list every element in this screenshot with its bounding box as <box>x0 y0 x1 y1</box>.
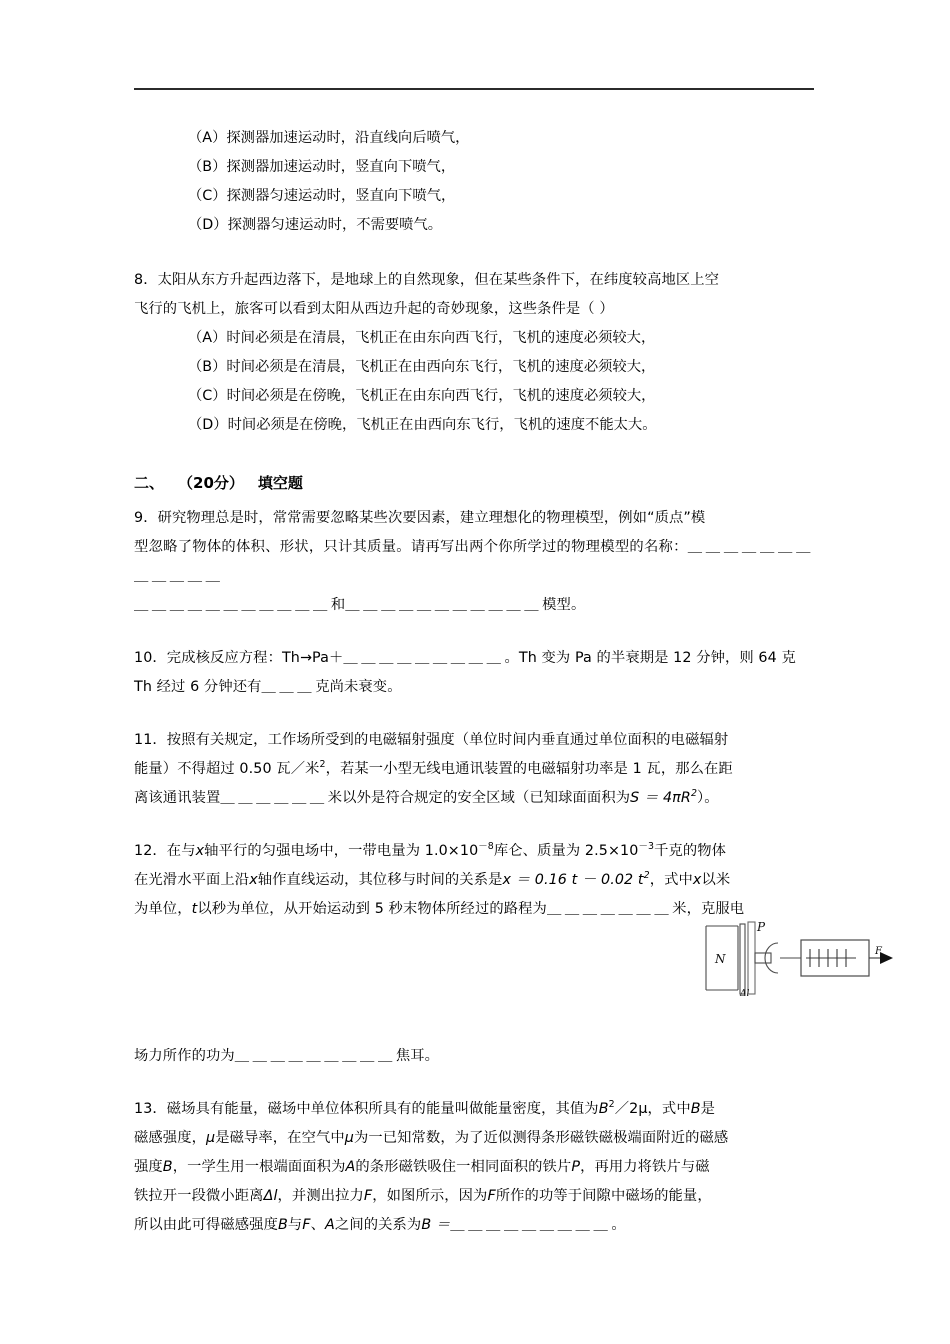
question-10-line2 <box>134 673 814 702</box>
question-10-number: 10． <box>134 650 167 666</box>
variable-P: P <box>571 1159 581 1175</box>
question-13-line3-c: 的条形磁铁吸住一相同面积的铁片 <box>355 1159 572 1175</box>
variable-F: F <box>363 1188 373 1204</box>
variable-A: A <box>345 1159 356 1175</box>
question-13-line4-d: 所作的功等于间隙中磁场的能量， <box>495 1188 712 1204</box>
question-13-line5-b: 与 <box>287 1217 303 1233</box>
question-13-line5-e: 。 <box>611 1217 626 1233</box>
variable-B: B <box>277 1217 288 1233</box>
question-9-line3 <box>134 591 814 620</box>
variable-x: x <box>195 843 205 859</box>
charge-exponent: －8 <box>478 841 494 853</box>
option-item[interactable]: （C）探测器匀速运动时，竖直向下喷气， <box>188 188 456 204</box>
question-13-number: 13． <box>134 1101 167 1117</box>
option-item[interactable]: （A）探测器加速运动时，沿直线向后喷气， <box>188 130 470 146</box>
question-12-line1-b: 轴平行的匀强电场中，一带电量为 1.0×10 <box>204 843 479 859</box>
header-rule <box>134 88 814 90</box>
question-9-number: 9． <box>134 510 158 526</box>
question-13 <box>134 1095 814 1240</box>
option-item[interactable]: （B）探测器加速运动时，竖直向下喷气， <box>188 159 456 175</box>
question-11 <box>134 726 814 813</box>
question-9-line2 <box>134 533 814 591</box>
variable-t: t <box>191 901 198 917</box>
variable-B: B <box>162 1159 173 1175</box>
answer-blank[interactable]: ＿＿＿＿＿＿ <box>220 790 328 806</box>
question-12-line4 <box>134 1042 814 1071</box>
question-12-line1-a: 在与 <box>166 843 196 859</box>
question-8-stem <box>134 266 814 295</box>
energy-density-denominator: ／2μ <box>614 1101 648 1117</box>
question-12-line2-b: 轴作直线运动，其位移与时间的关系是 <box>257 872 503 888</box>
question-13-line2-a: 磁感强度， <box>134 1130 206 1146</box>
plate-label: P <box>757 920 766 934</box>
question-12-line3-a: 为单位， <box>134 901 192 917</box>
time-exponent: 2 <box>643 870 650 882</box>
question-9-line1 <box>134 504 814 533</box>
answer-blank[interactable]: ＿＿＿＿＿＿＿＿＿＿＿ <box>345 597 543 613</box>
section-2-heading <box>134 470 814 496</box>
section-2-title: 填空题 <box>257 474 303 492</box>
question-13-line5-d: 之间的关系为 <box>334 1217 422 1233</box>
question-13-line4-b: ，并测出拉力 <box>277 1188 364 1204</box>
plate-connector <box>755 953 771 963</box>
spring-scale-ticks <box>806 949 856 967</box>
question-11-line3-b: 米以外是符合规定的安全区域（已知球面面积为 <box>327 790 631 806</box>
option-item[interactable]: （B）时间必须是在清晨，飞机正在由西向东飞行，飞机的速度必须较大， <box>188 359 656 375</box>
question-13-line1-c: 是 <box>700 1101 716 1117</box>
question-12-line1-d: 千克的物体 <box>654 843 727 859</box>
sphere-area-formula: S ＝ 4πR <box>630 790 691 806</box>
answer-blank[interactable]: ＿＿＿＿＿＿＿＿＿ <box>343 650 505 666</box>
question-9 <box>134 504 814 620</box>
question-12-line1-c: 库仑、质量为 2.5×10 <box>493 843 639 859</box>
question-10-line1 <box>134 644 814 673</box>
option-item[interactable]: （D）探测器匀速运动时，不需要喷气。 <box>188 217 443 233</box>
answer-blank[interactable]: ＿＿＿＿＿＿＿＿＿＿＿＿ <box>134 539 815 584</box>
question-8-stem-line1: 太阳从东方升起西边落下，是地球上的自然现象，但在某些条件下，在纬度较高地区上空 <box>157 272 720 288</box>
question-13-line5 <box>134 1211 814 1240</box>
question-9-join: 和 <box>330 597 346 613</box>
question-13-line2 <box>134 1124 814 1153</box>
answer-blank[interactable]: ＿＿＿＿＿＿＿ <box>546 901 673 917</box>
question-10-text-a: 完成核反应方程：Th→Pa＋ <box>166 650 344 666</box>
question-11-line2-a: 能量）不得超过 0.50 瓦／米 <box>134 761 320 777</box>
section-2-index: 二、 <box>134 474 165 492</box>
variable-B: B <box>690 1101 701 1117</box>
question-13-line2-c: 为一已知常数，为了近似测得条形磁铁磁极端面附近的磁感 <box>353 1130 729 1146</box>
question-13-line2-b: 是磁导率，在空气中 <box>215 1130 345 1146</box>
variable-x: x <box>249 872 258 888</box>
energy-density-exponent: 2 <box>608 1099 615 1111</box>
question-12-line1 <box>134 837 814 866</box>
question-11-line3-c: ）。 <box>697 790 719 806</box>
question-9-text1: 研究物理总是时，常常需要忽略某些次要因素，建立理想化的物理模型，例如“质点”模 <box>157 510 706 526</box>
question-10 <box>134 644 814 702</box>
variable-F: F <box>302 1217 311 1233</box>
option-item[interactable]: （D）时间必须是在傍晚，飞机正在由西向东飞行，飞机的速度不能太大。 <box>188 417 657 433</box>
gap-label: Δl <box>740 989 750 999</box>
option-item[interactable]: （A）时间必须是在清晨，飞机正在由东向西飞行，飞机的速度必须较大， <box>188 330 656 346</box>
variable-mu: μ <box>344 1130 354 1146</box>
question-10-text-b: 。Th 变为 Pa 的半衰期是 12 分钟，则 64 克 <box>504 650 796 666</box>
question-12-line4-a: 场力所作的功为 <box>134 1048 235 1064</box>
question-12-line2-d: 以米 <box>701 872 731 888</box>
question-11-line1 <box>134 726 814 755</box>
question-9-text2: 型忽略了物体的体积、形状，只计其质量。请再写出两个你所学过的物理模型的名称： <box>134 539 688 555</box>
question-10-line2-b: 克尚未衰变。 <box>315 679 402 695</box>
magnet-experiment-figure <box>698 918 898 1000</box>
answer-blank[interactable]: ＿＿＿＿＿＿＿＿＿＿＿ <box>134 597 331 613</box>
option-item[interactable]: （C）时间必须是在傍晚，飞机正在由东向西飞行，飞机的速度必须较大， <box>188 388 656 404</box>
question-13-line1-a: 磁场具有能量，磁场中单位体积所具有的能量叫做能量密度，其值为 <box>166 1101 599 1117</box>
energy-density-B: B <box>598 1101 609 1117</box>
question-11-number: 11． <box>134 732 167 748</box>
question-13-line5-c: 、 <box>310 1217 326 1233</box>
answer-blank[interactable]: ＿＿＿ <box>261 679 316 695</box>
question-13-line3-d: ，再用力将铁片与磁 <box>580 1159 710 1175</box>
question-13-line3-b: ，一学生用一根端面面积为 <box>172 1159 346 1175</box>
question-11-text1: 按照有关规定，工作场所受到的电磁辐射强度（单位时间内垂直通过单位面积的电磁辐射 <box>166 732 729 748</box>
question-13-line1-b: ，式中 <box>647 1101 691 1117</box>
variable-x: x <box>692 872 702 888</box>
question-11-line3 <box>134 784 814 813</box>
question-13-line4-c: ，如图所示，因为 <box>372 1188 488 1204</box>
mass-exponent: －3 <box>638 841 655 853</box>
question-12-line2 <box>134 866 814 895</box>
question-8-number: 8． <box>134 272 158 288</box>
iron-plate-shape <box>748 922 755 994</box>
section-2-score: （20分） <box>178 474 244 492</box>
question-12-line2-c: ，式中 <box>649 872 693 888</box>
question-8 <box>134 266 814 440</box>
page-content <box>134 88 814 1262</box>
question7-options-block <box>134 124 814 240</box>
magnet-label: N <box>715 952 726 966</box>
question-11-line2-b: ，若某一小型无线电通讯装置的电磁辐射功率是 1 瓦，那么在距 <box>325 761 733 777</box>
unit-exponent: 2 <box>319 759 326 771</box>
force-label: F <box>875 946 882 957</box>
question-8-stem-line2: 飞行的飞机上，旅客可以看到太阳从西边升起的奇妙现象，这些条件是（ ） <box>134 301 614 317</box>
variable-A: A <box>325 1217 335 1233</box>
question-13-line1 <box>134 1095 814 1124</box>
answer-blank[interactable]: ＿＿＿＿＿＿＿＿＿ <box>450 1217 612 1233</box>
question-12-line3-c: 米，克服电 <box>672 901 745 917</box>
question-10-line2-a: Th 经过 6 分钟还有 <box>134 679 262 695</box>
question-12-line4-b: 焦耳。 <box>395 1048 440 1064</box>
question-13-line5-a: 所以由此可得磁感强度 <box>134 1217 278 1233</box>
sphere-area-exponent: 2 <box>690 788 698 800</box>
variable-F: F <box>487 1188 496 1204</box>
displacement-equation: x ＝ 0.16 t － 0.02 t <box>502 872 644 888</box>
answer-blank[interactable]: ＿＿＿＿＿＿＿＿＿ <box>234 1048 396 1064</box>
question-12-number: 12． <box>134 843 167 859</box>
question-13-line4-a: 铁拉开一段微小距离 <box>134 1188 264 1204</box>
variable-mu: μ <box>205 1130 216 1146</box>
question-11-line3-a: 离该通讯装置 <box>134 790 221 806</box>
relation-B-equals: B ＝ <box>421 1217 451 1233</box>
variable-delta-l: Δl <box>263 1188 278 1204</box>
question-12-line2-a: 在光滑水平面上沿 <box>134 872 250 888</box>
question-13-line3 <box>134 1153 814 1182</box>
question-9-tail: 模型。 <box>542 597 586 613</box>
magnet-pole-face <box>740 924 745 994</box>
question-11-line2 <box>134 755 814 784</box>
question-13-line4 <box>134 1182 814 1211</box>
question-13-line3-a: 强度 <box>134 1159 163 1175</box>
question-12-line3-b: 以秒为单位，从开始运动到 5 秒末物体所经过的路程为 <box>197 901 547 917</box>
